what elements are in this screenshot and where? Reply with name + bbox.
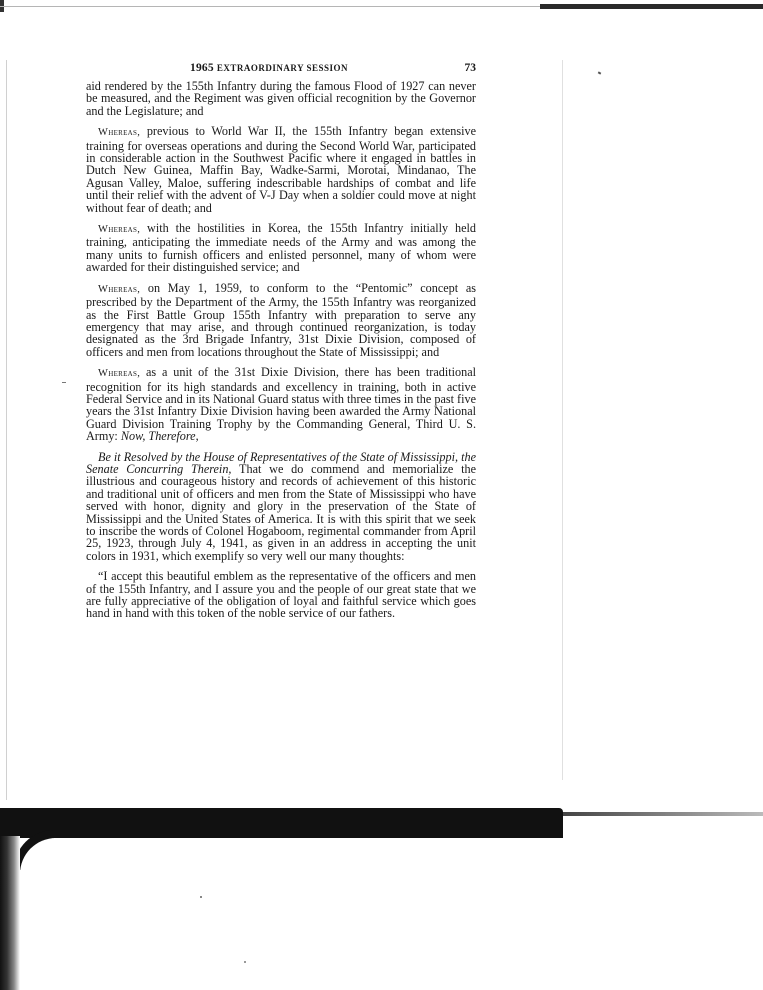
paragraph-text: on May 1, 1959, to conform to the “Pentomic” concept as prescribed by the Department of the Army, the 155th Infantry was reorganized as the First Battle Group 155th Infantry with preparation to serve any emergency that may arise, and through continued reorganization, is today designated as the 3rd Brigade Infantry, 31st Dixie Division, composed of officers and men from locations throughout the State of Mississippi; and <box>86 280 476 359</box>
scan-bottom-rule <box>563 812 763 816</box>
paragraph-text: previous to World War II, the 155th Infantry began extensive training for overseas operations and during the Second World War, participated in considerable action in the Southwest Pacific where it engaged in battles in Dutch New Guinea, Maffin Bay, Wadke-Sarmi, Morotai, Mindanao, The Agusan Valley, Maloe, suffering indescribable hardships of combat and life until their relief with the advent of V-J Day when a soldier could move at night without fear of death; and <box>86 124 476 215</box>
quotation-text: “I accept this beautiful emblem as the representative of the officers and men of the 155th Infantry, and I assure you and the people of our great state that we are fully appreciative of the obligation of loyal and faithful service which goes hand in hand with this token of the noble service of our fathers. <box>86 569 476 621</box>
scan-speck <box>244 961 246 963</box>
header-year: 1965 <box>190 62 214 74</box>
whereas-lead: Whereas, <box>98 127 141 139</box>
scan-dark-edge <box>0 836 20 990</box>
paragraph-text: as a unit of the 31st Dixie Division, there has been traditional recognition for its high standards and excellency in training, both in active Federal Service and in its National Guard status with three times in the past five years the 31st Infantry Dixie Division having been awarded the Army National Guard Division Training Trophy by the Commanding General, Third U. S. Army: <box>86 365 476 444</box>
scan-top-rule <box>0 6 540 7</box>
paragraph <box>86 451 476 563</box>
paragraph <box>86 366 476 442</box>
page-number: 73 <box>464 62 476 74</box>
paragraph-text: with the hostilities in Korea, the 155th Infantry initially held training, anticipating the immediate needs of the Army and was among the many units to furnish officers and enlisted personnel, many of whom were awarded for their distinguished service; and <box>86 221 476 275</box>
scan-speck <box>598 71 602 74</box>
whereas-lead: Whereas, <box>98 283 141 295</box>
paragraph <box>86 282 476 358</box>
scan-right-edge <box>562 60 563 780</box>
document-page <box>86 62 476 620</box>
running-head-title <box>190 62 348 74</box>
running-head <box>86 62 476 80</box>
whereas-lead: Whereas, <box>98 368 141 380</box>
paragraph <box>86 125 476 214</box>
now-therefore: Now, Therefore, <box>120 429 199 444</box>
header-session: EXTRAORDINARY SESSION <box>216 63 349 73</box>
scan-speck <box>200 896 202 898</box>
resolution-clause: Be it Resolved by the House of Representatives of the State of Mississippi, the Senate Concurring Therein, <box>86 449 476 476</box>
whereas-lead: Whereas, <box>98 224 141 236</box>
scan-dark-bar <box>0 808 563 838</box>
paragraph <box>86 222 476 274</box>
paragraph <box>86 80 476 117</box>
paragraph-text: That we do commend and memorialize the illustrious and courageous history and records of achievement of this historic and traditional unit of officers and men from the State of Mississippi who have served with honor, dignity and glory in the preservation of the State of Mississippi and the United States of America. It is with this spirit that we seek to inscribe the words of Colonel Hogaboom, regimental commander from April 25, 1923, through July 4, 1941, as given in an address in accepting the unit colors in 1931, which exemplify so very well our many thoughts: <box>86 461 477 563</box>
paragraph-text: aid rendered by the 155th Infantry during the famous Flood of 1927 can never be measured, and the Regiment was given official recognition by the Governor and the Legislature; and <box>86 79 476 118</box>
scan-bottom-shadow <box>0 808 563 990</box>
scan-speck <box>62 382 66 383</box>
scan-left-edge <box>6 60 7 800</box>
paragraph <box>86 570 476 620</box>
scan-top-bar <box>540 4 763 9</box>
